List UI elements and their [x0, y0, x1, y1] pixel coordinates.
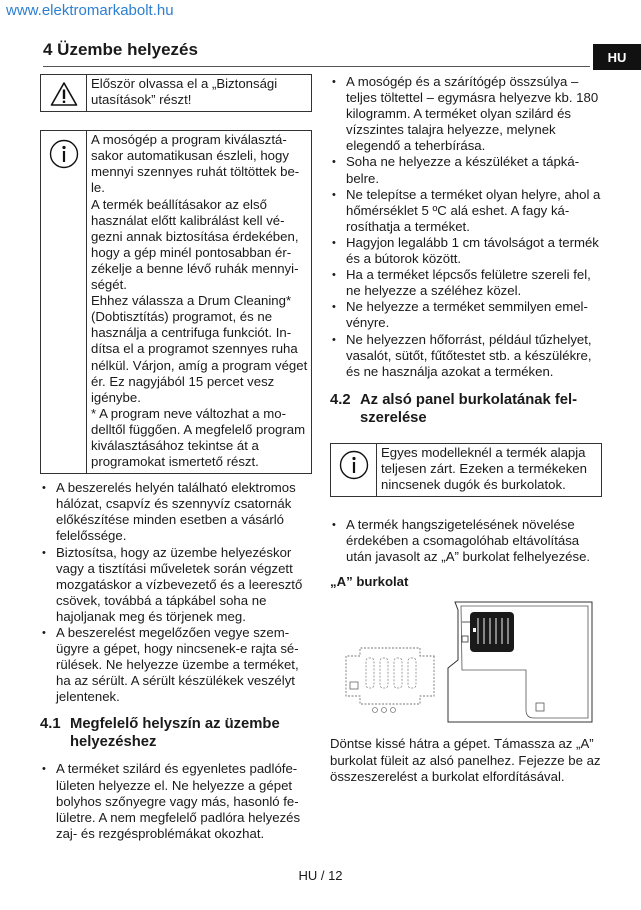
warning-text: Először olvassa el a „Biztonsági utasítások” részt!	[91, 76, 278, 108]
info-paragraph: * A program neve változhat a modelltől függően. A megfelelő program kiválasztásához tekintse át a programokat ismertető részt.	[91, 405, 306, 470]
subsection-heading-4-2	[330, 391, 602, 427]
warning-triangle-icon	[41, 75, 87, 111]
bullet-list	[40, 761, 312, 841]
left-column	[40, 74, 312, 842]
list-item: • Soha ne helyezze a készüléket a tápkábelre.	[330, 154, 602, 186]
right-column	[330, 74, 602, 785]
section-title: 4 Üzembe helyezés	[43, 40, 198, 59]
subsection-number: 4.1	[40, 716, 61, 733]
subsection-heading-4-1	[40, 715, 312, 751]
list-item: • Hagyjon legalább 1 cm távolságot a termék és a bútorok között.	[330, 235, 602, 267]
list-item: • A beszerelés helyén található elektromos hálózat, csapvíz és szennyvíz csatornák előkészítése minden esetben a vásárló felelőssége.	[40, 480, 312, 544]
list-item: • Biztosítsa, hogy az üzembe helyezéskor vagy a tisztítási műveletek során végzett mozgatáskor a vízbevezető és a leeresztő csövek, továbbá a tápkábel soha ne hajoljanak meg és törjenek meg.	[40, 545, 312, 625]
bullet-list	[330, 517, 602, 565]
info-paragraph: A mosógép a program kiválasztásakor automatikusan észleli, hogy mennyi szennyes ruhát töltöttek bele.	[91, 132, 300, 196]
watermark: www.elektromarkabolt.hu	[6, 2, 174, 19]
list-item: • A terméket szilárd és egyenletes padlófelületen helyezze el. Ne helyezze a gépet bolyhos szőnyegre vagy más, hasonló felületre. A nem megfelelő padlóra helyezés zaj- és rezgésproblémákat okozhat.	[40, 761, 312, 841]
list-item: • A mosógép és a szárítógép összsúlya – teljes töltettel – egymásra helyezve kb. 180 kilogramm. A terméket olyan szilárd és vízszintes talajra helyezze, melynek elegendő a teherbírása.	[330, 74, 602, 154]
bullet-list	[330, 74, 602, 380]
subsection-title: Az alsó panel burkolatának felszerelése	[360, 391, 578, 426]
subsection-title: Megfelelő helyszín az üzembe helyezéshez	[70, 716, 280, 751]
bottom-panel-cover-illustration	[330, 598, 602, 728]
info-text: Egyes modelleknél a termék alapja teljesen zárt. Ezeken a termékeken nincsenek dugók és burkolatok.	[381, 444, 587, 492]
list-item: • A beszerelést megelőzően vegye szemügyre a gépet, hogy nincsenek-e rajta sérülések. Ne helyezze üzembe a terméket, ha az sérült. A sérült készülékek veszélyt jelentenek.	[40, 625, 312, 705]
info-paragraph: Ehhez válassza a Drum Cleaning* (Dobtisztítás) programot, és ne használja a centrifuga funkciót. Indítsa el a programot szennyes ruha nélkül. Várjon, amíg a program véget ér. Ez nagyjából 15 percet vesz igénybe.	[91, 293, 308, 405]
list-item: • Ne telepítse a terméket olyan helyre, ahol a hőmérséklet 5 ºC alá eshet. A fagy károsíthatja a terméket.	[330, 187, 602, 235]
language-tab: HU	[593, 44, 641, 70]
page-number: HU / 12	[298, 868, 343, 883]
bullet-list	[40, 480, 312, 705]
info-icon	[331, 444, 377, 496]
list-item: • A termék hangszigetelésének növelése érdekében a csomagolóhab eltávolítása után javasolt az „A” burkolat felhelyezése.	[330, 517, 602, 565]
list-item: • Ne helyezze a terméket semmilyen emelvényre.	[330, 299, 602, 331]
list-item: • Ne helyezzen hőforrást, például tűzhelyet, vasalót, sütőt, fűtőtestet stb. a készülékre, és ne használja azokat a terméken.	[330, 332, 602, 380]
info-paragraph: A termék beállításakor az első használat előtt kalibrálást kell végezni annak biztosítása érdekében, hogy a gép minél pontosabban érzékelje a benne lévő ruhák mennyiségét.	[91, 196, 299, 293]
subsection-number: 4.2	[330, 391, 351, 408]
info-box-calibration	[40, 130, 312, 474]
title-rule	[43, 66, 590, 67]
figure-label: „A” burkolat	[330, 574, 409, 590]
warning-box	[40, 74, 312, 112]
closing-paragraph: Döntse kissé hátra a gépet. Támassza az „A” burkolat füleit az alsó panelhez. Fejezze be az összeszerelést a burkolat elfordításával.	[330, 736, 601, 784]
list-item: • Ha a terméket lépcsős felületre szereli fel, ne helyezze a széléhez közel.	[330, 267, 602, 299]
info-box-closed-base	[330, 443, 602, 497]
info-icon	[41, 131, 87, 473]
